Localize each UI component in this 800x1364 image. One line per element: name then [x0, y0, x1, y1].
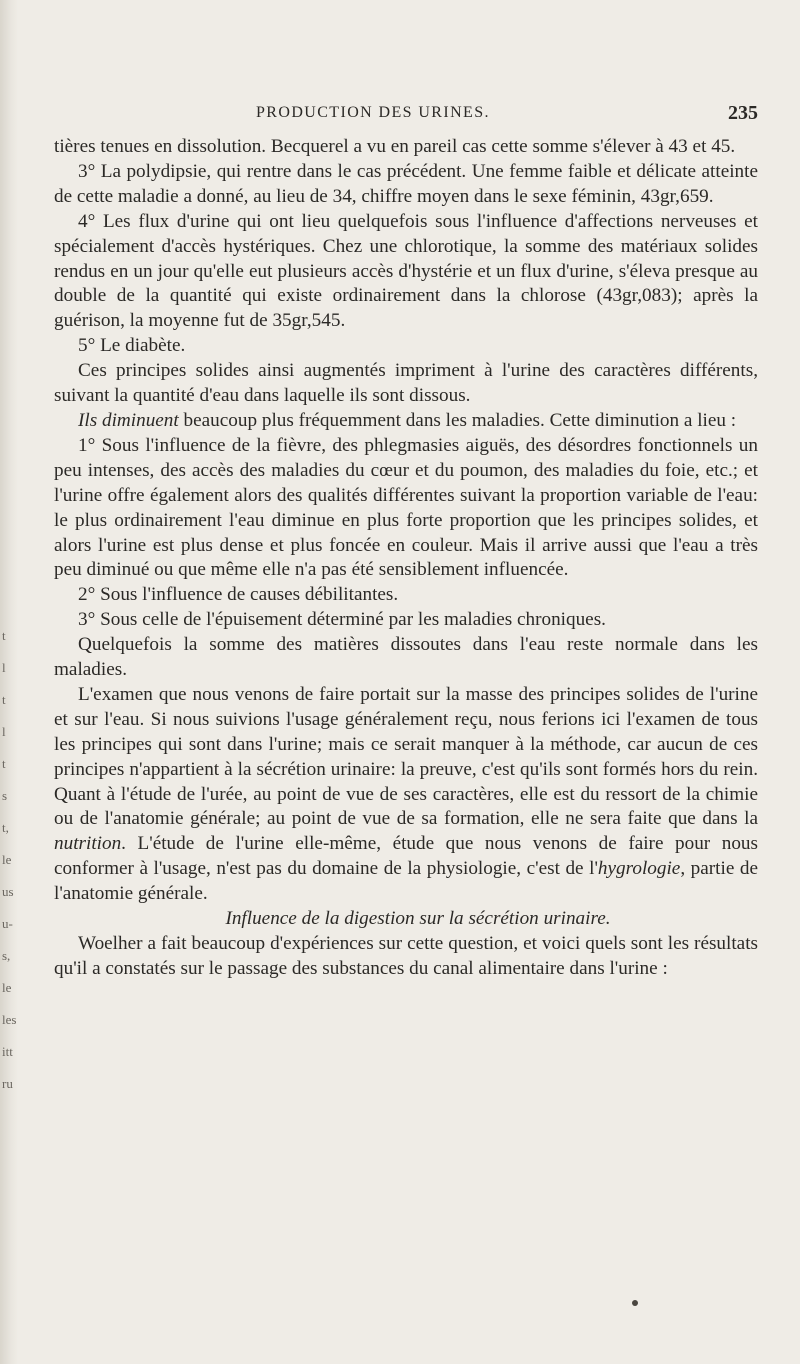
margin-mark: t — [2, 628, 6, 643]
margin-mark: le — [2, 980, 12, 995]
paragraph: 3° La polydipsie, qui rentre dans le cas précédent. Une femme faible et délicate atteinte de cette maladie a donné, au lieu de 34, chiffre moyen dans le sexe féminin, 43gr,659. — [54, 160, 758, 207]
margin-mark: s — [2, 788, 8, 803]
margin-mark: itt — [2, 1044, 13, 1059]
paragraph — [54, 683, 758, 907]
margin-mark: les — [2, 1012, 17, 1027]
margin-mark: u- — [2, 916, 13, 931]
paragraph: Ces principes solides ainsi augmentés impriment à l'urine des caractères différents, suivant la quantité d'eau dans laquelle ils sont dissous. — [54, 360, 758, 407]
paragraph: 2° Sous l'influence de causes débilitantes. — [78, 584, 399, 606]
italic-term: nutrition — [54, 833, 122, 855]
paragraph-text: . L'étude de l'urine elle-même, étude que nous venons de faire pour nous conformer à l'usage, n'est pas du domaine de la physiologie, c'est de l' — [54, 833, 758, 880]
margin-mark: t — [2, 692, 6, 707]
margin-mark: t, — [2, 820, 9, 835]
margin-mark: us — [2, 884, 14, 899]
margin-mark: l — [2, 660, 6, 675]
italic-term: hygrologie — [597, 858, 681, 880]
paragraph: Woelher a fait beaucoup d'expériences sur cette question, et voici quels sont les résultats qu'il a constatés sur le passage des substances du canal alimentaire dans l'urine : — [54, 933, 758, 979]
margin-mark: le — [2, 852, 12, 867]
paragraph — [54, 409, 758, 434]
paragraph-text: , partie de l'anatomie générale. — [54, 858, 759, 905]
paragraph: tières tenues en dissolution. Becquerel a vu en pareil cas cette somme s'élever à 43 et 45. — [54, 136, 736, 157]
paragraph: 5° Le diabète. — [78, 335, 186, 357]
book-page — [48, 0, 768, 1364]
margin-mark: l — [2, 724, 6, 739]
paragraph-text: beaucoup plus fréquemment dans les maladies. Cette diminution a lieu : — [178, 409, 737, 431]
margin-mark: t — [2, 756, 6, 771]
running-head: PRODUCTION DES URINES. — [256, 104, 490, 121]
italic-phrase: Ils diminuent — [78, 409, 179, 431]
section-heading: Influence de la digestion sur la sécrétion urinaire. — [225, 908, 611, 930]
page-number: 235 — [728, 102, 758, 124]
body-text — [54, 135, 758, 982]
margin-mark: s, — [2, 948, 11, 963]
page-header — [48, 104, 768, 130]
margin-mark: ru — [2, 1076, 13, 1091]
paragraph-text: L'examen que nous venons de faire portait sur la masse des principes solides de l'urine et sur l'eau. Si nous suivions l'usage généralement reçu, nous ferions ici l'examen de tous les principes qui sont dans l'urine; mais ce serait manquer à la méthode, car aucun de ces principes n'appartient à la sécrétion urinaire: la preuve, c'est qu'ils sont formés hors du rein. Quant à l'étude de l'urée, au point de vue de ses caractères, elle est du ressort de la chimie ou de l'anatomie générale; au point de vue de sa formation, elle ne sera faite que dans la — [54, 683, 758, 830]
paragraph: 4° Les flux d'urine qui ont lieu quelquefois sous l'influence d'affections nerveuses et spécialement d'accès hystériques. Chez une chlorotique, la somme des matériaux solides rendus en un jour qu'elle eut plusieurs accès d'hystérie et un flux d'urine, s'éleva presque au double de la quantité qui existe ordinairement dans la chlorose (43gr,083); après la guérison, la moyenne fut de 35gr,545. — [54, 210, 758, 332]
bleed-through-margin-marks — [0, 620, 18, 1140]
paragraph: 1° Sous l'influence de la fièvre, des phlegmasies aiguës, des désordres fonctionnels un peu intenses, des accès des maladies du cœur et du poumon, des maladies du foie, etc.; et l'urine offre également alors des qualités différentes suivant la proportion variable de l'eau: le plus ordinairement l'eau diminue en plus forte proportion que les principes solides, et alors l'urine est plus dense et plus foncée en couleur. Mais il arrive aussi que l'eau a très peu diminué ou que même elle n'a pas été sensiblement influencée. — [54, 434, 758, 581]
ink-dot — [632, 1300, 638, 1306]
paragraph: Quelquefois la somme des matières dissoutes dans l'eau reste normale dans les maladies. — [54, 634, 758, 681]
paragraph: 3° Sous celle de l'épuisement déterminé par les maladies chroniques. — [78, 609, 606, 631]
